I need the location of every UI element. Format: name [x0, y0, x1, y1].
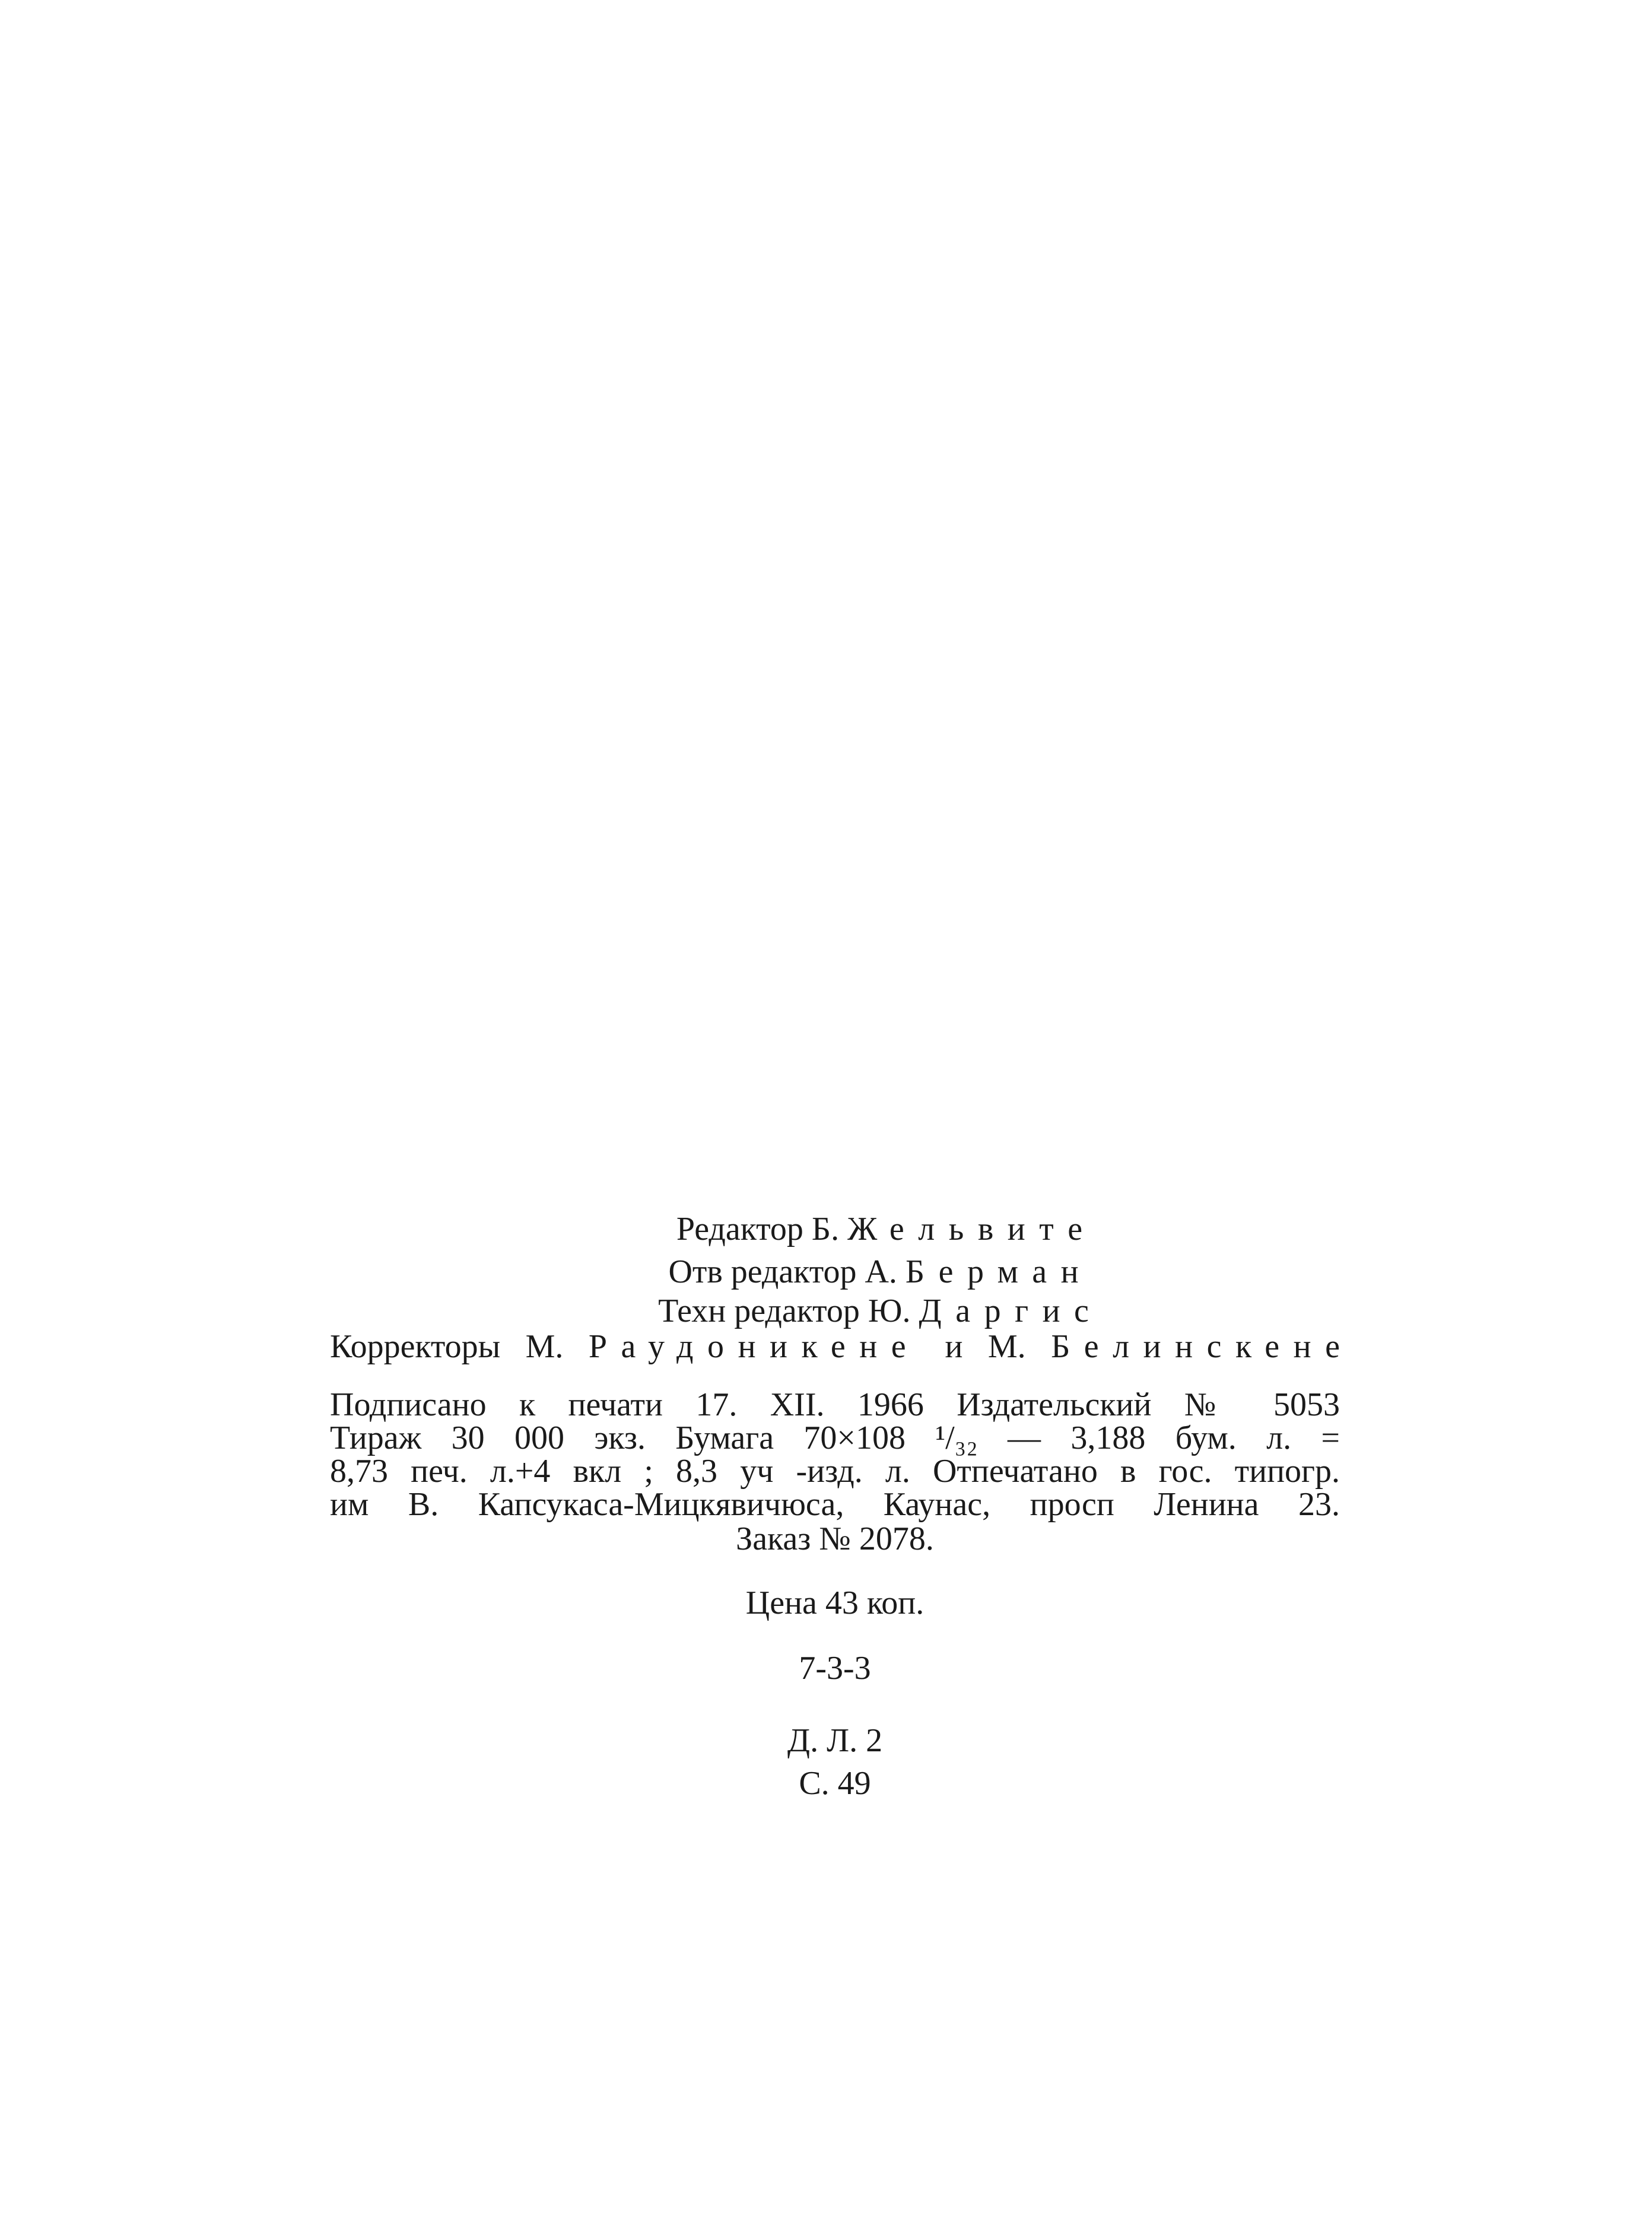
resp-editor-label: Отв редактор А. [668, 1253, 897, 1290]
print-info-line-2: Тираж 30 000 экз. Бумага 70×108 ¹/₃₂ — 3,188 бум. л. = [330, 1420, 1340, 1456]
print-info-line-4: им В. Капсукаса-Мицкявичюса, Каунас, просп Ленина 23. [330, 1486, 1340, 1523]
print-info-line-3: 8,73 печ. л.+4 вкл ; 8,3 уч -изд. л. Отпечатано в гос. типогр. [330, 1453, 1340, 1490]
editor-name: Жельвите [847, 1211, 1097, 1247]
price: Цена 43 коп. [745, 1585, 925, 1621]
editor-label: Редактор Б. [676, 1211, 840, 1247]
proofreaders-label: Корректоры М. [330, 1328, 564, 1365]
credits-block [330, 1208, 1354, 1365]
print-info-block [330, 1388, 1340, 1557]
editor-line [330, 1208, 1340, 1250]
proofreaders-line [330, 1328, 1354, 1365]
resp-editor-name: Берман [905, 1253, 1093, 1290]
proofreader-1: Раудоникене [588, 1328, 920, 1365]
s-mark: С. 49 [799, 1765, 871, 1802]
dl-mark: Д. Л. 2 [787, 1722, 883, 1759]
catalog-code: 7-3-3 [799, 1650, 871, 1687]
print-info-line-1: Подписано к печати 17. XII. 1966 Издательский № 5053 [330, 1386, 1340, 1423]
order-number: Заказ № 2078. [736, 1520, 934, 1557]
imprint-block [330, 1208, 1354, 1805]
resp-editor-line [330, 1250, 1340, 1293]
tech-editor-line [330, 1293, 1340, 1329]
tech-editor-label: Техн редактор Ю. [658, 1293, 911, 1329]
proofreader-conjunction: и М. [945, 1328, 1026, 1365]
proofreader-2: Белинскене [1051, 1328, 1354, 1365]
tech-editor-name: Даргис [919, 1293, 1103, 1329]
